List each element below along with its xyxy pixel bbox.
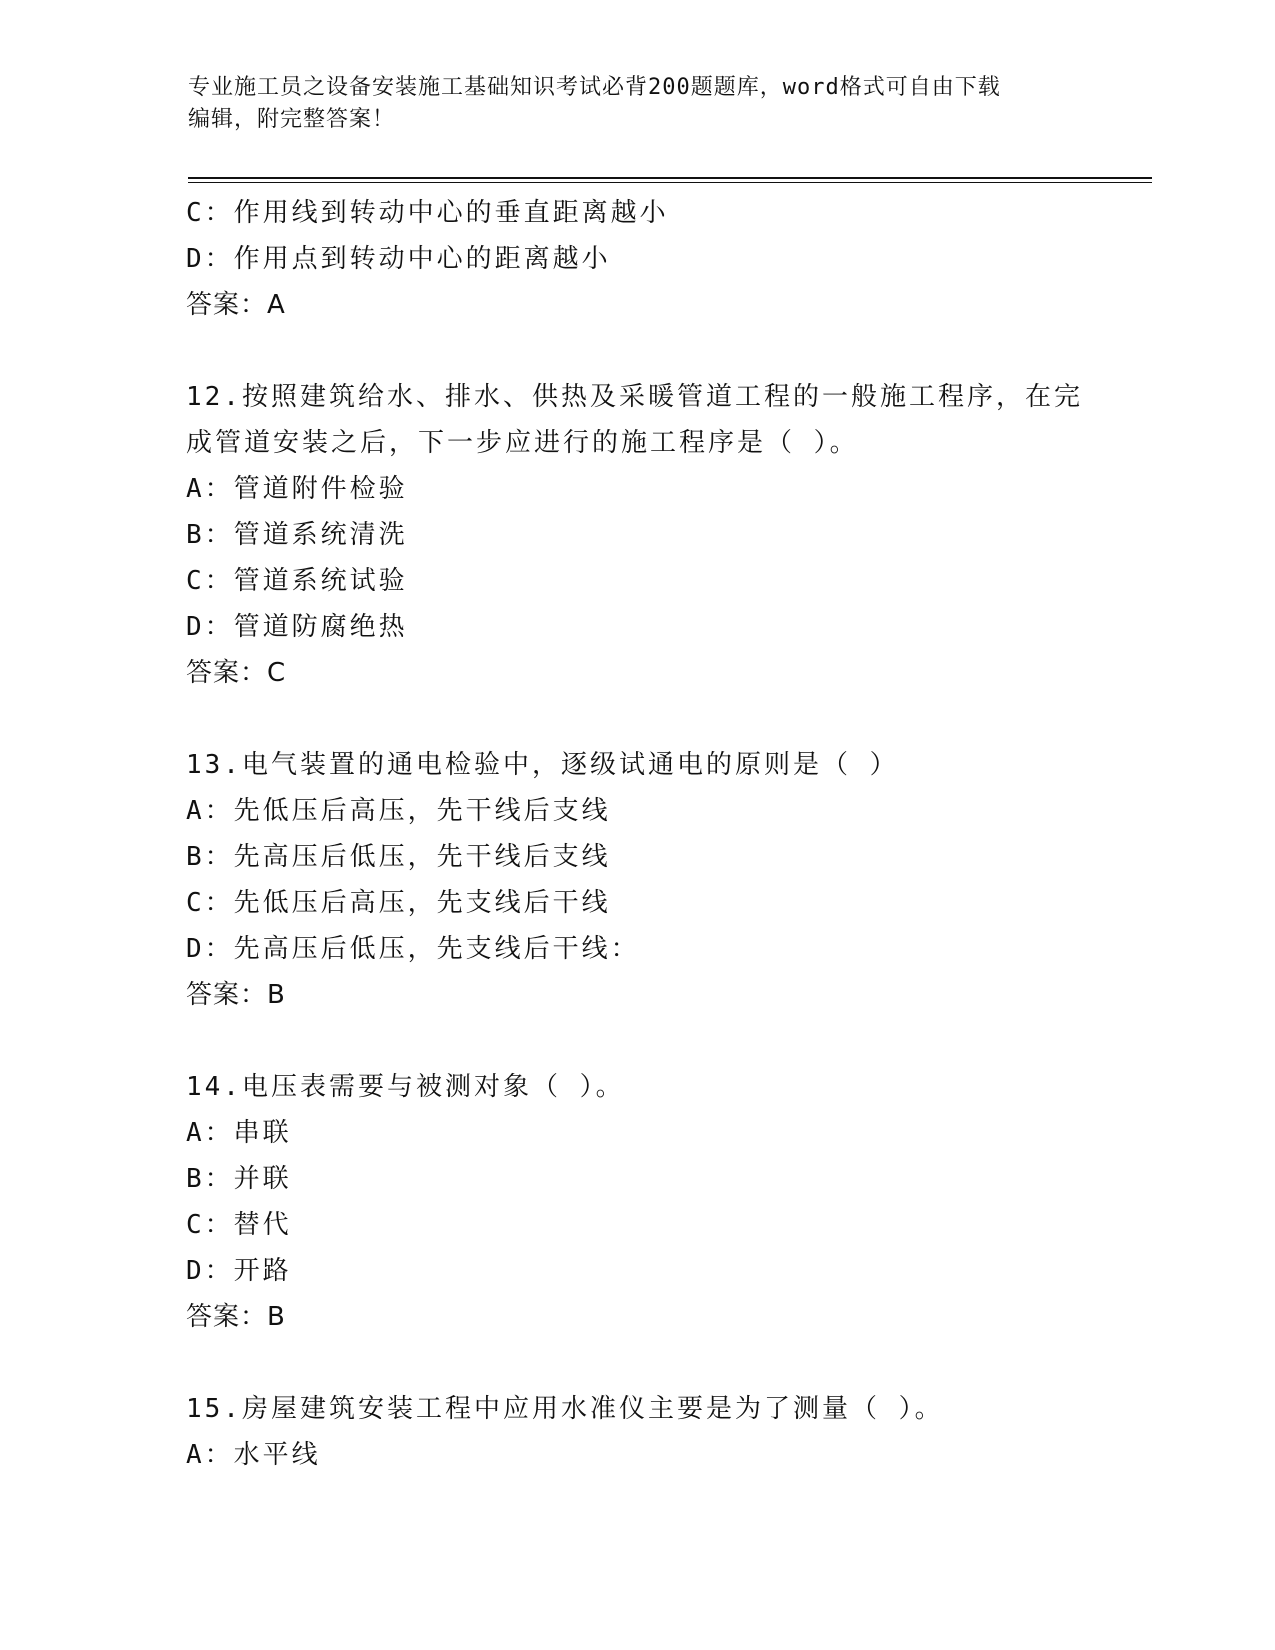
question-text-line2: 成管道安装之后，下一步应进行的施工程序是（ ）。 [186,428,859,458]
header-title-line2: 编辑，附完整答案！ [188,107,396,132]
answer: 答案：C [186,658,287,688]
document-header [188,72,1088,136]
option-d: D：开路 [186,1256,292,1286]
header-title-line1: 专业施工员之设备安装施工基础知识考试必背200题题库，word格式可自由下载 [188,75,1001,100]
answer: 答案：B [186,980,286,1010]
option-d: D：管道防腐绝热 [186,612,408,642]
question-11 [186,190,1146,328]
header-divider-thin [188,182,1152,183]
option-d: D：先高压后低压，先支线后干线： [186,934,640,964]
option-b: B：先高压后低压，先干线后支线 [186,842,611,872]
question-15 [186,1386,1146,1478]
option-a: A：管道附件检验 [186,474,408,504]
question-14 [186,1064,1146,1340]
spacer [186,1340,1146,1386]
option-a: A：先低压后高压，先干线后支线 [186,796,611,826]
spacer [186,328,1146,374]
option-a: A：水平线 [186,1440,321,1470]
option-b: B：管道系统清洗 [186,520,408,550]
question-12 [186,374,1146,696]
option-d: D：作用点到转动中心的距离越小 [186,244,611,274]
question-text: 14.电压表需要与被测对象（ ）。 [186,1072,625,1102]
option-c: C：管道系统试验 [186,566,408,596]
question-text: 13.电气装置的通电检验中，逐级试通电的原则是（ ） [186,750,899,780]
option-c: C：先低压后高压，先支线后干线 [186,888,611,918]
option-a: A：串联 [186,1118,292,1148]
spacer [186,1018,1146,1064]
header-divider-thick [188,177,1152,179]
answer: 答案：A [186,290,286,320]
question-list [186,190,1146,1478]
option-c: C：替代 [186,1210,292,1240]
answer: 答案：B [186,1302,286,1332]
question-13 [186,742,1146,1018]
question-text-line1: 12.按照建筑给水、排水、供热及采暖管道工程的一般施工程序，在完 [186,382,1083,412]
spacer [186,696,1146,742]
option-b: B：并联 [186,1164,292,1194]
question-text: 15.房屋建筑安装工程中应用水准仪主要是为了测量（ ）。 [186,1394,944,1424]
option-c: C：作用线到转动中心的垂直距离越小 [186,198,669,228]
